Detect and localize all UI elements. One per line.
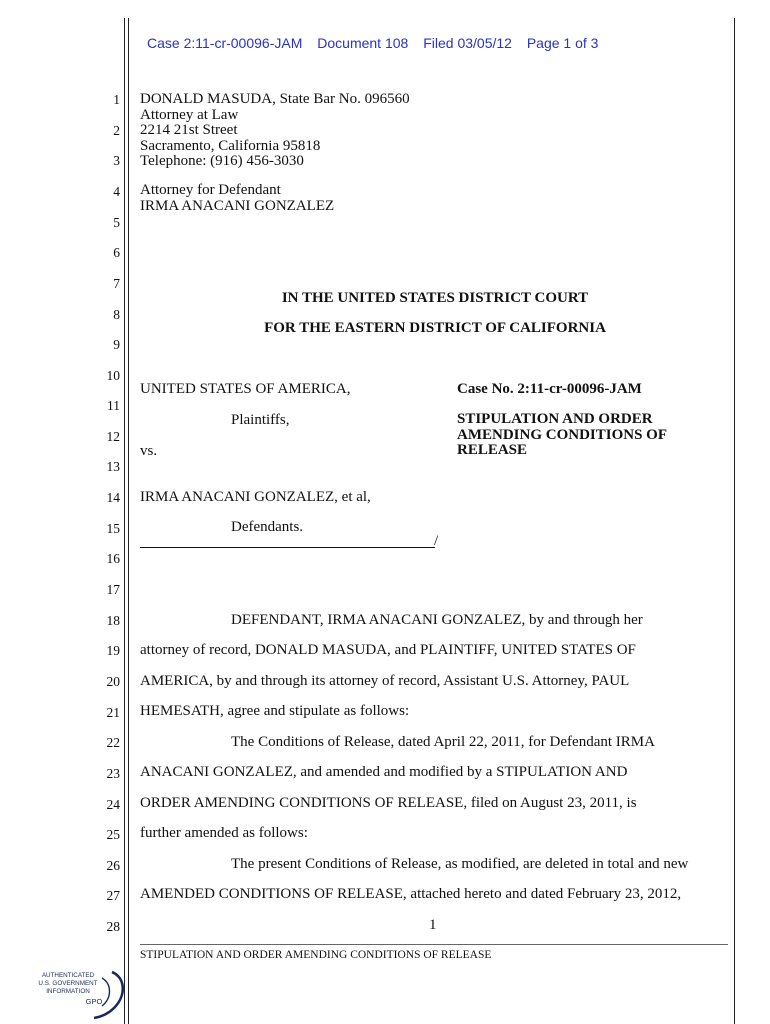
caption-plaintiff-role: Plaintiffs,: [231, 412, 290, 428]
line-number: 23: [106, 766, 120, 781]
body-line: DEFENDANT, IRMA ANACANI GONZALEZ, by and through her: [231, 612, 643, 628]
caption-plaintiff: UNITED STATES OF AMERICA,: [140, 381, 351, 397]
header-case-number: Case 2:11-cr-00096-JAM: [147, 35, 303, 51]
page-number: 1: [429, 917, 437, 933]
caption-underline: [140, 547, 435, 548]
document-title-line: AMENDING CONDITIONS OF: [457, 426, 668, 443]
document-title-line: RELEASE: [457, 442, 528, 458]
left-margin-rule-outer: [124, 18, 125, 1024]
header-filed-date: Filed 03/05/12: [423, 35, 512, 51]
line-number: 12: [106, 429, 120, 444]
line-number: 14: [106, 490, 120, 505]
line-number: 3: [113, 153, 120, 168]
document-title-line: STIPULATION AND ORDER: [457, 411, 653, 427]
left-margin-rule-inner: [128, 18, 129, 1024]
line-number: 21: [106, 705, 120, 720]
caption-slash: /: [434, 533, 439, 549]
attorney-city: Sacramento, California 95818: [140, 137, 321, 154]
seal-text: GPO: [85, 997, 103, 1006]
seal-text: INFORMATION: [46, 988, 90, 995]
line-number: 11: [107, 398, 120, 413]
attorney-name-bar: DONALD MASUDA, State Bar No. 096560: [140, 91, 410, 107]
body-line: The present Conditions of Release, as modified, are deleted in total and new: [231, 856, 689, 872]
attorney-client: IRMA ANACANI GONZALEZ: [140, 197, 335, 214]
line-number: 25: [106, 827, 120, 842]
gpo-authentication-seal: [28, 968, 128, 1020]
line-number: 1: [113, 92, 120, 107]
line-number: 5: [113, 215, 120, 230]
body-line: AMENDED CONDITIONS OF RELEASE, attached hereto and dated February 23, 2012,: [140, 886, 682, 902]
caption-defendant: IRMA ANACANI GONZALEZ, et al,: [140, 489, 371, 505]
right-margin-rule: [734, 18, 735, 1024]
case-number: Case No. 2:11-cr-00096-JAM: [457, 381, 642, 397]
line-number: 26: [106, 858, 120, 873]
caption-vs: vs.: [140, 443, 158, 459]
attorney-street: 2214 21st Street: [140, 122, 238, 138]
line-number: 9: [113, 337, 120, 352]
line-number: 8: [113, 307, 120, 322]
line-number: 27: [106, 888, 120, 903]
body-line: AMERICA, by and through its attorney of record, Assistant U.S. Attorney, PAUL: [140, 673, 630, 689]
header-document-number: Document 108: [317, 35, 409, 51]
court-name: IN THE UNITED STATES DISTRICT COURT: [281, 290, 589, 306]
body-line: attorney of record, DONALD MASUDA, and PLAINTIFF, UNITED STATES OF: [140, 642, 636, 658]
header-page-count: Page 1 of 3: [526, 35, 599, 51]
line-number: 6: [113, 245, 120, 260]
body-line: The Conditions of Release, dated April 22, 2011, for Defendant IRMA: [231, 734, 655, 750]
attorney-title: Attorney at Law: [140, 106, 239, 123]
document-title: [457, 412, 667, 459]
attorney-block: [140, 92, 410, 170]
court-filing-header: [147, 35, 609, 51]
seal-swoosh-inner-icon: [102, 978, 110, 1006]
seal-swoosh-icon: [94, 972, 123, 1018]
line-number: 10: [106, 368, 120, 383]
line-number: 2: [113, 123, 120, 138]
line-number: 20: [106, 674, 120, 689]
footer-rule: [140, 944, 728, 945]
court-district: FOR THE EASTERN DISTRICT OF CALIFORNIA: [264, 320, 606, 336]
line-number: 24: [106, 797, 120, 812]
body-line: HEMESATH, agree and stipulate as follows:: [140, 703, 410, 719]
line-number: 13: [106, 459, 120, 474]
line-number: 4: [113, 184, 120, 199]
footer-title: STIPULATION AND ORDER AMENDING CONDITIONS OF RELEASE: [140, 949, 492, 961]
line-number: 22: [106, 735, 120, 750]
line-number: 18: [106, 613, 120, 628]
attorney-phone: Telephone: (916) 456-3030: [140, 153, 304, 169]
attorney-role-block: [140, 183, 334, 214]
line-number: 7: [113, 276, 120, 291]
line-number: 28: [106, 919, 120, 934]
attorney-role: Attorney for Defendant: [140, 182, 281, 198]
caption-defendant-role: Defendants.: [231, 519, 304, 535]
line-number: 17: [106, 582, 120, 597]
seal-text: U.S. GOVERNMENT: [38, 980, 98, 987]
body-line: ANACANI GONZALEZ, and amended and modified by a STIPULATION AND: [140, 764, 628, 780]
body-line: ORDER AMENDING CONDITIONS OF RELEASE, filed on August 23, 2011, is: [140, 795, 637, 811]
line-number: 19: [106, 643, 120, 658]
line-number: 16: [106, 551, 120, 566]
seal-text: AUTHENTICATED: [41, 972, 95, 979]
body-line: further amended as follows:: [140, 825, 308, 841]
line-number: 15: [106, 521, 120, 536]
